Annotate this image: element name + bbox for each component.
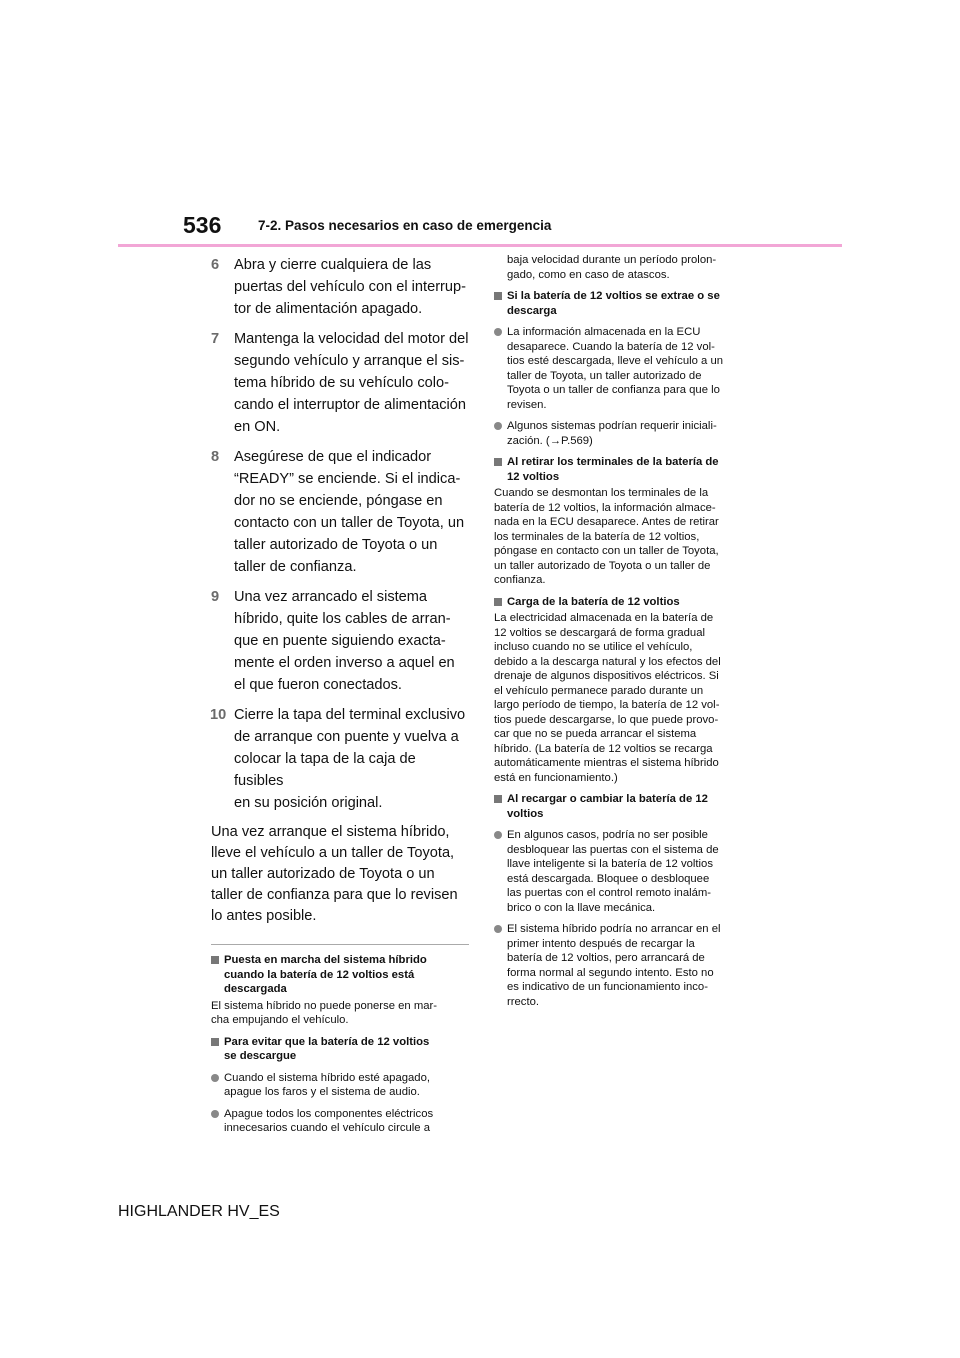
circle-bullet-icon <box>211 1110 219 1118</box>
note-heading <box>211 1035 469 1064</box>
note-bullet <box>494 828 750 915</box>
text-line: brico o con la llave mecánica. <box>507 901 656 914</box>
step-number: 8 <box>211 449 220 465</box>
text-line: Cuando se desmontan los terminales de la <box>494 487 709 499</box>
note-paragraph <box>494 611 750 785</box>
text-line: primer intento después de recargar la <box>507 937 695 950</box>
text-line: “READY” se enciende. Si el indica- <box>234 471 461 487</box>
circle-bullet-icon <box>494 328 502 336</box>
text-line: lleve el vehículo a un taller de Toyota, <box>211 845 455 861</box>
steps-list <box>211 254 469 814</box>
text-line: cha empujando el vehículo. <box>211 1014 349 1026</box>
page-number: 536 <box>183 212 222 238</box>
step-item <box>211 446 469 578</box>
note-bullet <box>494 325 750 412</box>
text-line: nada en la ECU desaparece. Antes de retirar <box>494 516 719 528</box>
text-line: las puertas con el control remoto inalám- <box>507 887 712 899</box>
text-line: mente el orden inverso a aquel en <box>234 655 455 671</box>
text-line: en su posición original. <box>234 795 383 811</box>
note-heading <box>211 953 469 997</box>
square-bullet-icon <box>494 598 502 606</box>
text-line: El sistema híbrido no puede ponerse en mar- <box>211 999 438 1012</box>
text-line: un taller autorizado de Toyota o un <box>211 866 435 882</box>
note-bullet <box>494 419 750 448</box>
step-number: 9 <box>211 589 220 605</box>
text-line: El sistema híbrido podría no arrancar en el <box>507 923 721 935</box>
text-line: revisen. <box>507 398 547 411</box>
text-line: automáticamente mientras el sistema híbrido <box>494 757 719 769</box>
circle-bullet-icon <box>494 925 502 933</box>
text-line: tios puede descargarse, lo que puede provo- <box>494 713 719 726</box>
text-line: Una vez arranque el sistema híbrido, <box>211 824 450 840</box>
text-line: Carga de la batería de 12 voltios <box>507 595 680 608</box>
text-line: 12 voltios <box>507 470 560 483</box>
text-line: póngase en contacto con un taller de Toyota, <box>494 545 719 557</box>
step-item <box>211 254 469 320</box>
text-line: en ON. <box>234 419 281 435</box>
text-line: está descargada. Bloquee o desbloquee <box>507 872 710 885</box>
text-line: taller autorizado de Toyota o un <box>234 537 438 553</box>
text-line: desaparece. Cuando la batería de 12 vol- <box>507 340 715 353</box>
text-line: Si la batería de 12 voltios se extrae o se <box>507 290 720 302</box>
text-line: Apague todos los componentes eléctricos <box>224 1107 434 1120</box>
section-title: 7-2. Pasos necesarios en caso de emergencia <box>258 218 552 233</box>
text-line: taller de Toyota, un taller autorizado de <box>507 369 702 382</box>
note-heading <box>494 289 750 318</box>
text-line: colocar la tapa de la caja de fusibles <box>234 751 416 789</box>
text-line: drenaje de algunos dispositivos eléctricos. Si <box>494 670 719 682</box>
text-line: tema híbrido de su vehículo colo- <box>234 375 449 391</box>
text-line: Mantenga la velocidad del motor del <box>234 331 469 347</box>
text-line: cando el interruptor de alimentación <box>234 397 467 413</box>
text-line: zación. (→P.569) <box>507 434 593 447</box>
text-line: Cuando el sistema híbrido esté apagado, <box>224 1071 430 1084</box>
text-line: taller de confianza para que lo revisen <box>211 887 458 903</box>
note-bullet <box>211 1107 469 1136</box>
text-line: Al retirar los terminales de la batería de <box>507 456 719 468</box>
text-line: 12 voltios se descargará de forma gradual <box>494 626 705 639</box>
step-item <box>211 586 469 696</box>
right-notes <box>494 253 750 1009</box>
text-line: los terminales de la batería de 12 voltios, <box>494 530 700 543</box>
step-number: 10 <box>210 707 227 723</box>
text-line: está en funcionamiento.) <box>494 771 618 784</box>
text-line: segundo vehículo y arranque el sis- <box>234 353 465 369</box>
text-line: cuando la batería de 12 voltios está <box>224 968 415 981</box>
text-line: voltios <box>507 807 544 820</box>
right-column <box>494 253 750 1009</box>
text-line: innecesarios cuando el vehículo circule a <box>224 1122 430 1134</box>
square-bullet-icon <box>494 292 502 300</box>
text-line: taller de confianza. <box>234 559 357 575</box>
text-line: baja velocidad durante un período prolon- <box>507 254 717 266</box>
footer-model: HIGHLANDER HV_ES <box>118 1203 280 1220</box>
text-line: Para evitar que la batería de 12 voltios <box>224 1035 430 1048</box>
text-line: Abra y cierre cualquiera de las <box>234 257 432 273</box>
note-heading <box>494 595 750 610</box>
circle-bullet-icon <box>494 831 502 839</box>
note-paragraph <box>494 486 750 588</box>
square-bullet-icon <box>211 956 219 964</box>
text-line: batería de 12 voltios, pero arrancará de <box>507 952 705 964</box>
text-line: desbloquear las puertas con el sistema de <box>507 843 719 856</box>
text-line: La información almacenada en la ECU <box>507 326 701 338</box>
text-line: batería de 12 voltios, la información almace- <box>494 501 716 514</box>
header-divider <box>118 244 842 247</box>
text-line: Cierre la tapa del terminal exclusivo <box>234 707 466 723</box>
text-line: llave inteligente si la batería de 12 voltios <box>507 858 713 870</box>
note-heading <box>494 455 750 484</box>
note-paragraph <box>211 999 469 1028</box>
text-line: En algunos casos, podría no ser posible <box>507 829 708 841</box>
text-line: se descargue <box>224 1050 297 1062</box>
text-line: el vehículo permanece parado durante un <box>494 684 704 697</box>
circle-bullet-icon <box>494 422 502 430</box>
text-line: La electricidad almacenada en la batería de <box>494 612 714 624</box>
left-notes <box>211 953 469 1136</box>
text-line: tor de alimentación apagado. <box>234 301 423 317</box>
note-bullet <box>494 922 750 1009</box>
circle-bullet-icon <box>211 1074 219 1082</box>
text-line: Asegúrese de que el indicador <box>234 449 432 465</box>
square-bullet-icon <box>494 458 502 466</box>
note-heading <box>494 792 750 821</box>
notes-divider <box>211 944 469 945</box>
text-line: car que no se pueda arrancar el sistema <box>494 728 697 740</box>
text-line: de arranque con puente y vuelva a <box>234 729 459 745</box>
text-line: un taller autorizado de Toyota o un taller de <box>494 559 711 572</box>
text-line: que en puente siguiendo exacta- <box>234 633 446 649</box>
step-item <box>211 704 469 814</box>
text-line: híbrido. (La batería de 12 voltios se recarga <box>494 742 713 755</box>
text-line: descargada <box>224 983 287 995</box>
step-number: 7 <box>211 331 220 347</box>
text-line: forma normal al segundo intento. Esto no <box>507 966 714 979</box>
text-line: largo período de tiempo, la batería de 12 vol- <box>494 699 720 711</box>
text-line: Una vez arrancado el sistema <box>234 589 428 605</box>
text-line: híbrido, quite los cables de arran- <box>234 611 451 627</box>
text-line: descarga <box>507 304 557 317</box>
text-line: Algunos sistemas podrían requerir iniciali- <box>507 420 717 432</box>
text-line: el que fueron conectados. <box>234 677 402 693</box>
text-line: Al recargar o cambiar la batería de 12 <box>507 793 708 805</box>
text-line: tios esté descargada, lleve el vehículo a un <box>507 355 724 367</box>
step-number: 6 <box>211 257 220 273</box>
square-bullet-icon <box>494 795 502 803</box>
text-line: rrecto. <box>507 995 540 1008</box>
text-line: gado, como en caso de atascos. <box>507 268 670 281</box>
note-paragraph <box>494 253 750 282</box>
text-line: Puesta en marcha del sistema híbrido <box>224 954 427 966</box>
text-line: es indicativo de un funcionamiento inco- <box>507 981 708 993</box>
text-line: debido a la descarga natural y los efectos del <box>494 655 721 668</box>
text-line: lo antes posible. <box>211 908 317 924</box>
text-line: confianza. <box>494 574 546 586</box>
text-line: Toyota o un taller de confianza para que lo <box>507 384 720 396</box>
step-item <box>211 328 469 438</box>
summary-paragraph <box>211 822 469 927</box>
text-line: puertas del vehículo con el interrup- <box>234 279 467 295</box>
text-line: apague los faros y el sistema de audio. <box>224 1086 420 1098</box>
note-bullet <box>211 1071 469 1100</box>
text-line: contacto con un taller de Toyota, un <box>234 515 465 531</box>
square-bullet-icon <box>211 1038 219 1046</box>
left-column <box>211 254 469 1136</box>
text-line: incluso cuando no se utilice el vehículo, <box>494 641 693 653</box>
text-line: dor no se enciende, póngase en <box>234 493 443 509</box>
